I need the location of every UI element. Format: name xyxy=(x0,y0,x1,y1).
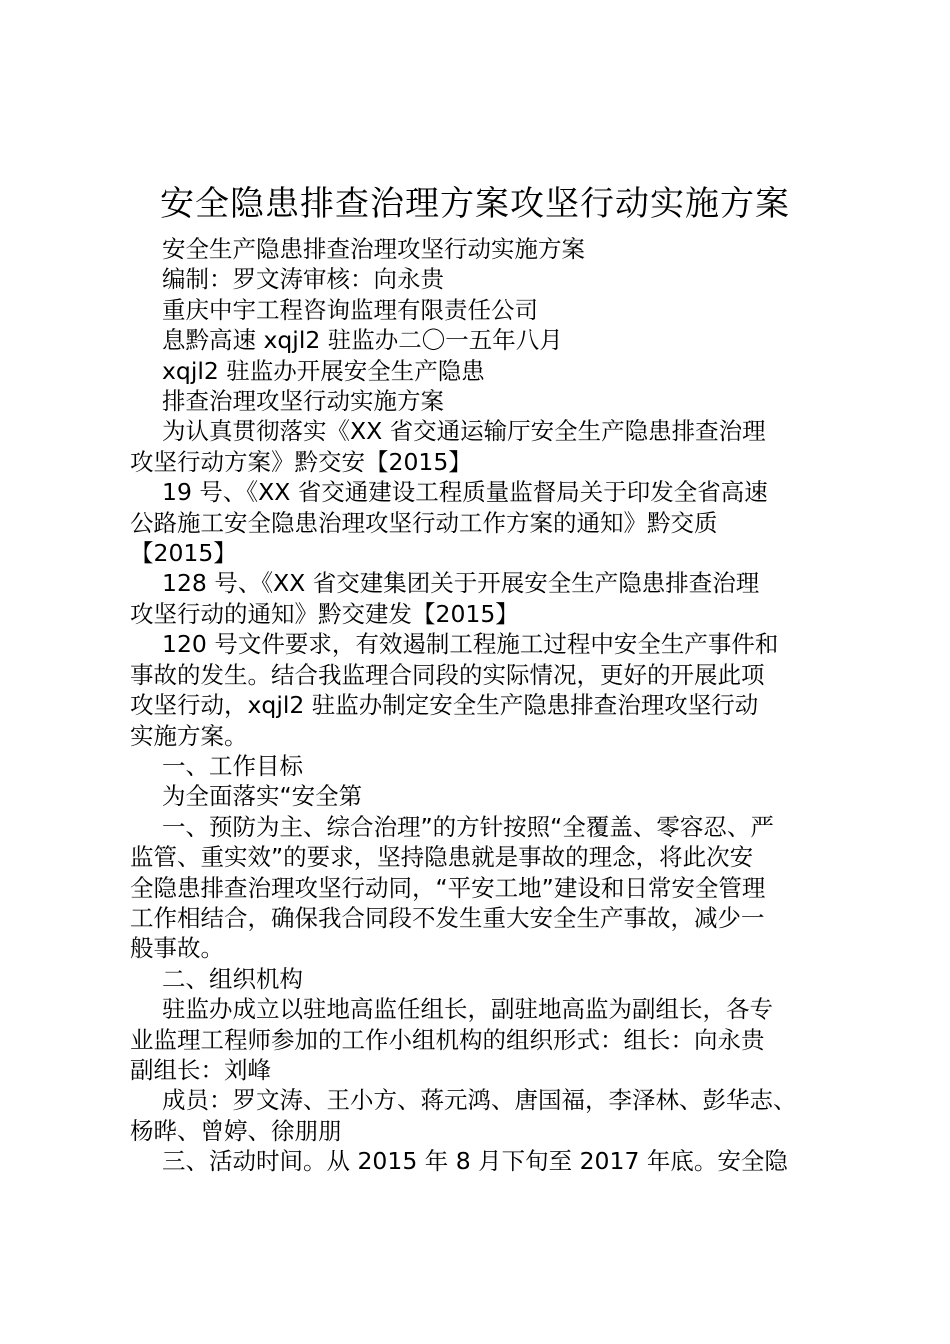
document-body xyxy=(130,234,845,1177)
document-title: 安全隐患排查治理方案攻坚行动实施方案 xyxy=(160,184,790,224)
paragraph: 编制：罗文涛审核：向永贵 xyxy=(162,265,444,294)
paragraph: 重庆中宇工程咨询监理有限责任公司 xyxy=(162,295,538,324)
paragraph: xqjl2 驻监办开展安全生产隐患 xyxy=(162,356,485,385)
paragraph: 二、组织机构 xyxy=(162,964,303,993)
paragraph: 19 号、《XX 省交通建设工程质量监督局关于印发全省高速 公路施工安全隐患治理攻坚行动工作方案的通知》黔交质 【2015】 xyxy=(130,478,768,568)
paragraph: 为全面落实“安全第 xyxy=(162,782,363,811)
paragraph: 安全生产隐患排查治理攻坚行动实施方案 xyxy=(162,235,585,263)
paragraph: 128 号、《XX 省交建集团关于开展安全生产隐患排查治理 攻坚行动的通知》黔交建发【2015】 xyxy=(130,569,760,628)
paragraph: 一、工作目标 xyxy=(162,751,303,780)
paragraph: 三、活动时间。从 2015 年 8 月下旬至 2017 年底。安全隐 xyxy=(162,1147,788,1176)
paragraph: 成员：罗文涛、王小方、蒋元鸿、唐国福，李泽林、彭华志、 杨晔、曾婷、徐朋朋 xyxy=(130,1086,797,1145)
paragraph: 一、预防为主、综合治理”的方针按照“全覆盖、零容忍、严 监管、重实效”的要求，坚持隐患就是事故的理念，将此次安 全隐患排查治理攻坚行动同，“平安工地”建设和日常安全管理 工作相结合，确保我合同段不发生重大安全生产事故，减少一 般事故。 xyxy=(130,812,774,963)
paragraph: 息黔高速 xqjl2 驻监办二〇一五年八月 xyxy=(162,326,563,355)
paragraph: 为认真贯彻落实《XX 省交通运输厅安全生产隐患排查治理 攻坚行动方案》黔交安【2015】 xyxy=(130,417,766,476)
paragraph: 排查治理攻坚行动实施方案 xyxy=(162,387,444,416)
paragraph: 驻监办成立以驻地高监任组长，副驻地高监为副组长，各专 业监理工程师参加的工作小组机构的组织形式：组长：向永贵 副组长：刘峰 xyxy=(130,995,773,1084)
paragraph: 120 号文件要求，有效遏制工程施工过程中安全生产事件和 事故的发生。结合我监理合同段的实际情况，更好的开展此项 攻坚行动，xqjl2 驻监办制定安全生产隐患排查治理攻坚行动 实施方案。 xyxy=(130,630,779,750)
